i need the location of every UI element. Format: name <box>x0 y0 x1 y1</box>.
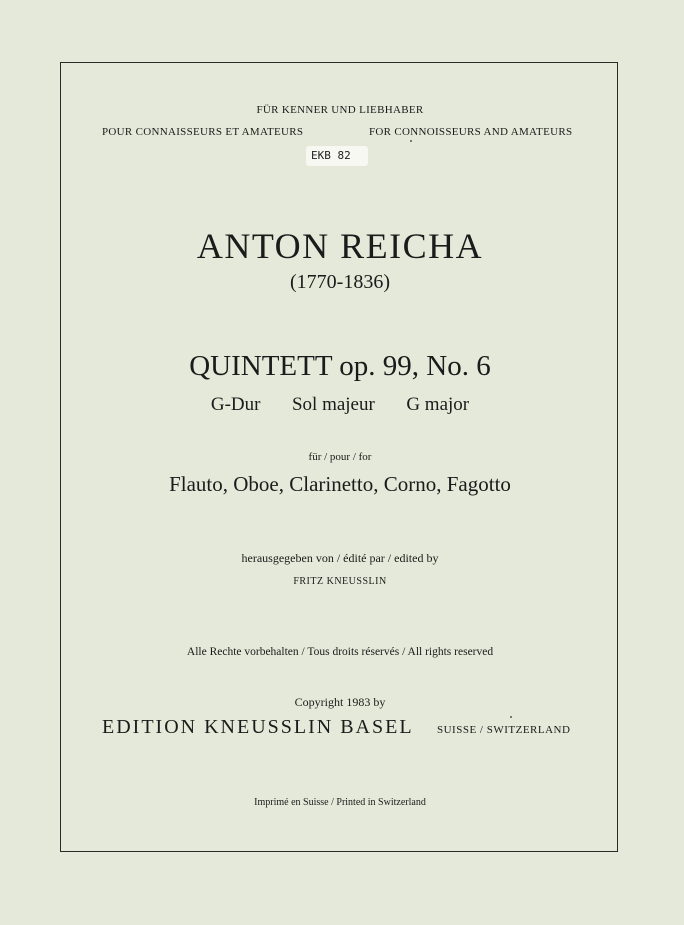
editor-label: herausgegeben von / édité par / edited by <box>241 551 439 565</box>
instrumentation-list: Flauto, Oboe, Clarinetto, Corno, Fagotto <box>169 472 511 496</box>
paper-speck <box>510 716 512 718</box>
catalog-number-label: EKB 82 <box>306 146 368 166</box>
work-title: QUINTETT op. 99, No. 6 <box>189 350 491 382</box>
instrumentation-prefix: für / pour / for <box>308 451 372 463</box>
series-title-french: POUR CONNAISSEURS ET AMATEURS <box>102 126 304 138</box>
paper-speck <box>410 140 412 142</box>
key-english: G major <box>406 394 470 415</box>
copyright-notice: Copyright 1983 by <box>294 695 386 709</box>
editor-name: FRITZ KNEUSSLIN <box>293 576 387 587</box>
composer-dates: (1770-1836) <box>290 271 390 293</box>
composer-name: ANTON REICHA <box>196 226 484 266</box>
printed-notice: Imprimé en Suisse / Printed in Switzerland <box>254 797 426 808</box>
series-title-english: FOR CONNOISSEURS AND AMATEURS <box>369 126 573 138</box>
series-title-german: FÜR KENNER UND LIEBHABER <box>256 104 424 116</box>
key-french: Sol majeur <box>291 394 375 415</box>
publisher-name: EDITION KNEUSSLIN BASEL <box>102 716 414 738</box>
key-german: G-Dur <box>210 394 261 415</box>
work-key <box>60 394 620 416</box>
publisher-country: SUISSE / SWITZERLAND <box>437 724 571 736</box>
rights-notice: Alle Rechte vorbehalten / Tous droits réservés / All rights reserved <box>186 646 494 658</box>
